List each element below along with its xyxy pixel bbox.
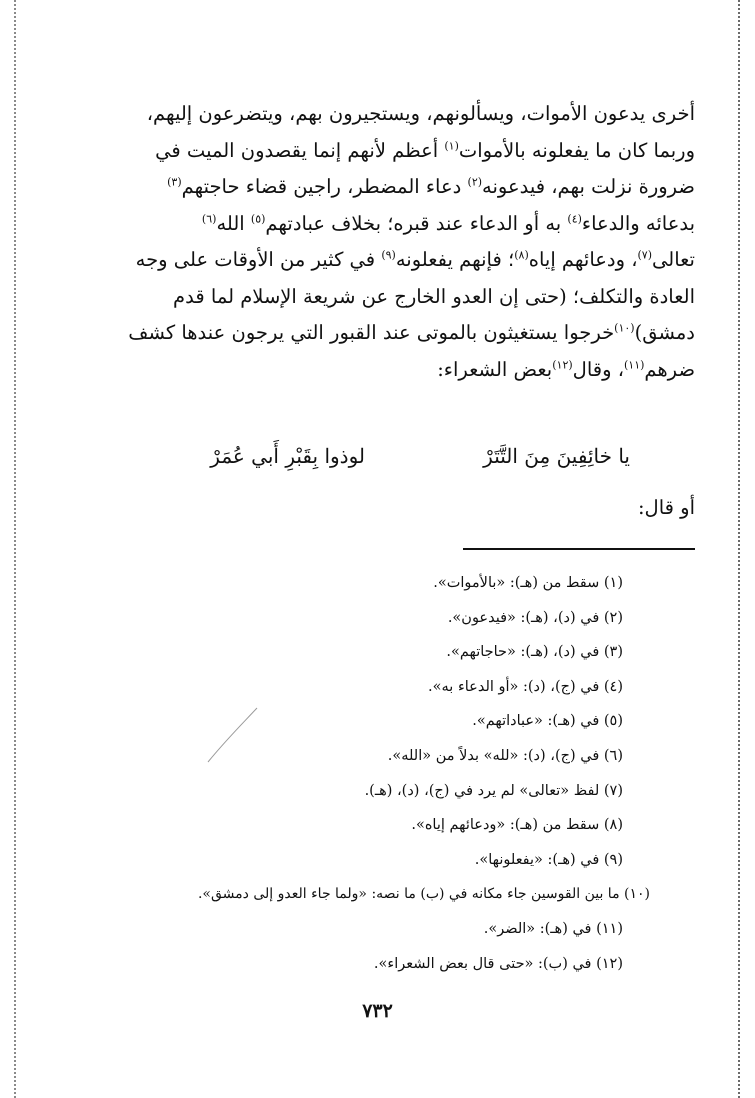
footnote-item: (٣) في (د)، (هـ): «حاجاتهم». [446,644,623,661]
footnote-ref[interactable]: (١٢) [552,358,573,371]
main-text [85,96,695,388]
text-line: وربما كان ما يفعلونه بالأموات$^{(١)}$ أعظم لأنهم إنما يقصدون الميت في [155,138,695,162]
text-line: ضرورة نزلت بهم، فيدعونه$^{(٢)}$ دعاء المضطر، راجين قضاء حاجتهم$^{(٣)}$ [167,175,695,198]
footnote-item: (٥) في (هـ): «عباداتهم». [472,713,623,730]
page-number: ٧٣٢ [362,1000,393,1022]
text-line: ضرهم$^{(١١)}$، وقال$^{(١٢)}$بعض الشعراء: [437,357,695,381]
footnote-ref[interactable]: (٤) [567,212,582,225]
text-line: العادة والتكلف؛ (حتى إن العدو الخارج عن شريعة الإسلام لما قدم [173,284,695,308]
text-line: أخرى يدعون الأموات، ويسألونهم، ويستجيرون بهم، ويتضرعون إليهم، [146,102,695,125]
footnote-ref[interactable]: (٨) [514,248,529,262]
poem-verse [85,444,695,484]
scan-edge-right [738,0,740,1098]
footnote-ref[interactable]: (٥) [250,212,266,225]
footnote-ref[interactable]: (٧) [637,248,653,262]
footnote-item: (٤) في (ج)، (د): «أو الدعاء به». [428,678,623,695]
footnote-ref[interactable]: (٦) [201,212,217,225]
footnote-item: (١١) في (هـ): «الضر». [483,920,623,937]
verse-hemistich-second: لوذوا بِقَبْرِ أَبي عُمَرْ [210,444,365,468]
footnote-ref[interactable]: (١١) [624,358,645,371]
footnote-ref[interactable]: (١) [444,139,459,152]
text-line: دمشق)$^{(١٠)}$خرجوا يستغيثون بالموتى عند القبور التي يرجون عندها كشف [128,321,695,344]
footnote-item: (٩) في (هـ): «يفعلونها». [474,851,623,868]
footnote-item: (١) سقط من (هـ): «بالأموات». [433,575,623,591]
pencil-stroke-mark [205,705,260,765]
text-line: بدعائه والدعاء$^{(٤)}$ به أو الدعاء عند قبره؛ بخلاف عبادتهم$^{(٥)}$ الله$^{(٦)}$ [201,211,695,235]
verse-hemistich-first: يا خائِفِينَ مِنَ التَّتَرْ [483,444,630,468]
footnote-item: (٧) لفظ «تعالى» لم يرد في (ج)، (د)، (هـ). [364,782,623,799]
after-verse-text: أو قال: [637,496,695,519]
footnote-item: (١٠) ما بين القوسين جاء مكانه في (ب) ما نصه: «ولما جاء العدو إلى دمشق». [197,886,650,903]
footnote-item: (٨) سقط من (هـ): «ودعائهم إياه». [411,817,623,834]
text-line: تعالى$^{(٧)}$، ودعائهم إياه$^{(٨)}$؛ فإنهم يفعلونه$^{(٩)}$ في كثير من الأوقات على وجه [135,248,695,271]
footnote-ref[interactable]: (٣) [167,175,182,189]
footnote-item: (١٢) في (ب): «حتى قال بعض الشعراء». [373,955,623,972]
footnote-item: (٢) في (د)، (هـ): «فيدعون». [447,609,623,626]
footnote-ref[interactable]: (١٠) [614,321,635,335]
footnote-ref[interactable]: (٢) [467,175,483,189]
footnote-divider [463,548,695,550]
footnote-item: (٦) في (ج)، (د): «لله» بدلاً من «الله». [387,747,623,764]
footnote-ref[interactable]: (٩) [381,248,396,262]
footnotes-list [80,566,695,981]
scan-edge-left [14,0,16,1098]
